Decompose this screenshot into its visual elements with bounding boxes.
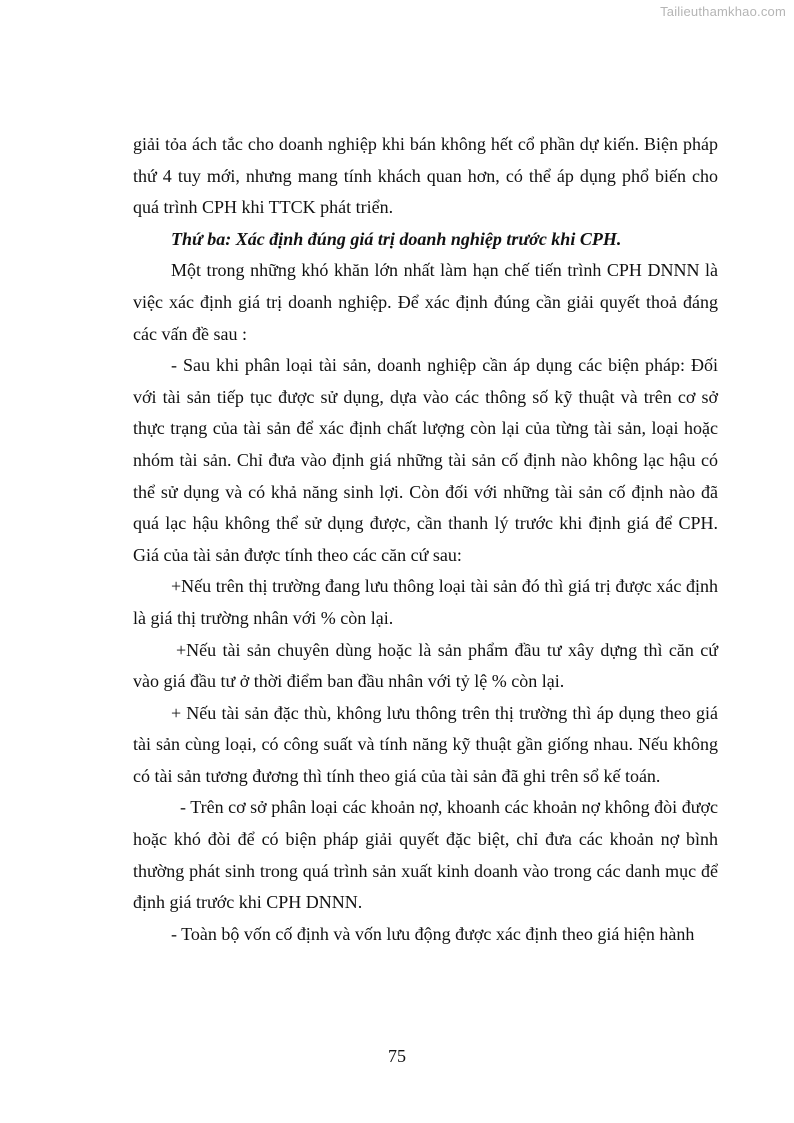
watermark-text: Tailieuthamkhao.com bbox=[660, 4, 786, 19]
paragraph-continuation: giải tỏa ách tắc cho doanh nghiệp khi bán không hết cổ phần dự kiến. Biện pháp thứ 4 tuy mới, nhưng mang tính khách quan hơn, có thể áp dụng phổ biến cho quá trình CPH khi TTCK phát triển. bbox=[133, 134, 718, 218]
paragraph-specialized-asset: +Nếu tài sản chuyên dùng hoặc là sản phẩm đầu tư xây dựng thì căn cứ vào giá đầu tư ở thời điểm ban đầu nhân với tỷ lệ % còn lại. bbox=[133, 639, 718, 692]
document-body bbox=[133, 129, 718, 950]
paragraph-market-price: +Nếu trên thị trường đang lưu thông loại tài sản đó thì giá trị được xác định là giá thị trường nhân với % còn lại. bbox=[133, 576, 718, 628]
paragraph-special-asset: + Nếu tài sản đặc thù, không lưu thông trên thị trường thì áp dụng theo giá tài sản cùng loại, có công suất và tính năng kỹ thuật gần giống nhau. Nếu không có tài sản tương đương thì tính theo giá của tài sản đã ghi trên sổ kế toán. bbox=[133, 702, 718, 786]
paragraph-asset-classification: - Sau khi phân loại tài sản, doanh nghiệp cần áp dụng các biện pháp: Đối với tài sản tiếp tục được sử dụng, dựa vào các thông số kỹ thuật và trên cơ sở thực trạng của tài sản để xác định chất lượng còn lại của từng tài sản, loại hoặc nhóm tài sản. Chỉ đưa vào định giá những tài sản cố định nào không lạc hậu có thể sử dụng và có khả năng sinh lợi. Còn đối với những tài sản cố định nào đã quá lạc hậu không thể sử dụng được, cần thanh lý trước khi định giá để CPH. Giá của tài sản được tính theo các căn cứ sau: bbox=[133, 355, 718, 565]
paragraph-capital: - Toàn bộ vốn cố định và vốn lưu động được xác định theo giá hiện hành bbox=[171, 923, 695, 944]
section-heading: Thứ ba: Xác định đúng giá trị doanh nghiệp trước khi CPH. bbox=[171, 228, 622, 249]
page-number: 75 bbox=[388, 1046, 406, 1066]
paragraph-intro: Một trong những khó khăn lớn nhất làm hạn chế tiến trình CPH DNNN là việc xác định giá trị doanh nghiệp. Để xác định đúng cần giải quyết thoả đáng các vấn đề sau : bbox=[133, 260, 718, 344]
paragraph-debt-classification: - Trên cơ sở phân loại các khoản nợ, khoanh các khoản nợ không đòi được hoặc khó đòi để có biện pháp giải quyết đặc biệt, chỉ đưa các khoản nợ bình thường phát sinh trong quá trình sản xuất kinh doanh vào trong các danh mục để định giá trước khi CPH DNNN. bbox=[133, 797, 718, 913]
